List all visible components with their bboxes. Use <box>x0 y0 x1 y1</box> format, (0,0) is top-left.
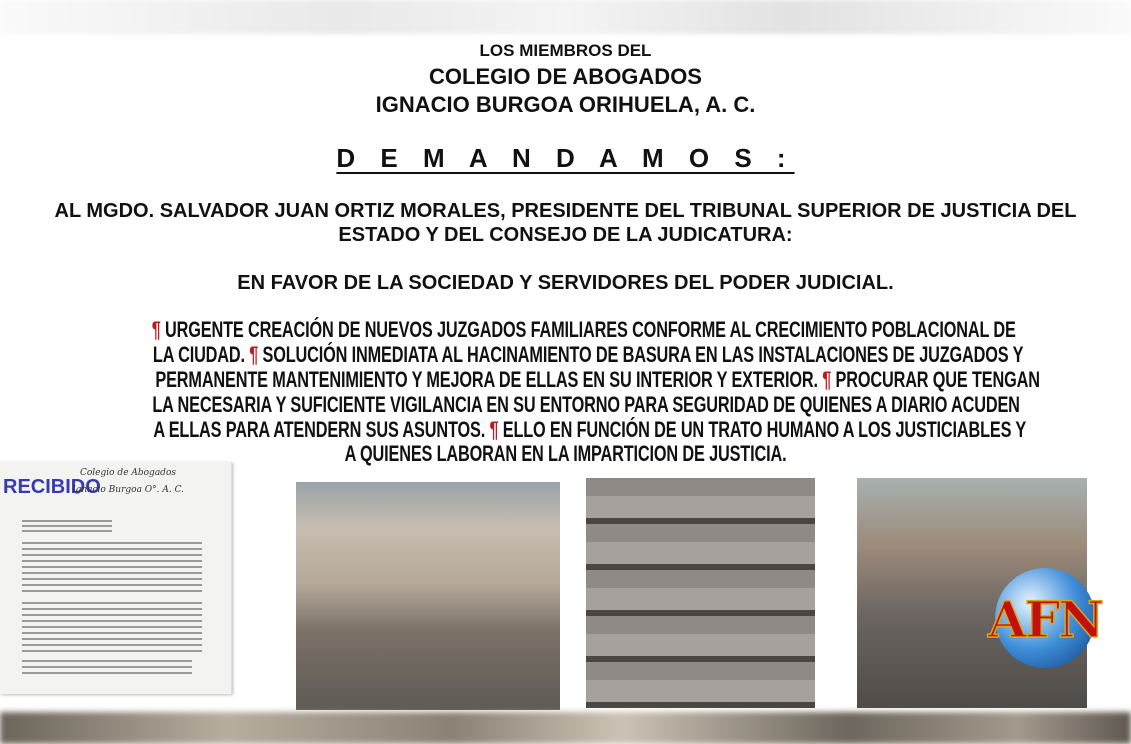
letter-text-line <box>22 660 192 662</box>
letter-text-line <box>22 626 202 628</box>
letter-text-line <box>22 525 112 527</box>
demand-line <box>0 392 1131 416</box>
letter-text-line <box>22 530 112 532</box>
demand-text: SOLUCIÓN INMEDIATA AL HACINAMIENTO DE BASURA EN LAS INSTALACIONES DE JUZGADOS Y <box>262 342 1024 367</box>
addressee-line-1: AL MGDO. SALVADOR JUAN ORTIZ MORALES, PRESIDENTE DEL TRIBUNAL SUPERIOR DE JUSTICIA DEL <box>54 200 1077 222</box>
letter-text-line <box>22 602 202 604</box>
letter-text-line <box>22 672 192 674</box>
letter-text-line <box>22 644 202 646</box>
favor-line: EN FAVOR DE LA SOCIEDAD Y SERVIDORES DEL PODER JUDICIAL. <box>237 272 894 294</box>
letter-text-line <box>22 548 202 550</box>
pilcrow-mark: ¶ <box>249 342 263 367</box>
header-line-1: LOS MIEMBROS DEL <box>479 41 652 60</box>
demand-text: URGENTE CREACIÓN DE NUEVOS JUZGADOS FAMILIARES CONFORME AL CRECIMIENTO POBLACIONAL DE <box>165 317 1016 342</box>
demand-line <box>0 367 1131 391</box>
letter-text-line <box>22 572 202 574</box>
demand-text: PROCURAR QUE TENGAN <box>835 367 1040 392</box>
header-line-3: IGNACIO BURGOA ORIHUELA, A. C. <box>375 92 756 117</box>
demand-text: ELLO EN FUNCIÓN DE UN TRATO HUMANO A LOS JUSTICIABLES Y <box>502 417 1027 442</box>
letter-text-line <box>22 560 202 562</box>
letter-text-line <box>22 590 202 592</box>
letter-text-line <box>22 584 202 586</box>
letter-text-line <box>22 608 202 610</box>
letter-text-line <box>22 638 202 640</box>
demand-text: A QUIENES LABORAN EN LA IMPARTICION DE JUSTICIA. <box>344 441 787 466</box>
letter-text-line <box>22 666 192 668</box>
header-line-2: COLEGIO DE ABOGADOS <box>429 64 702 89</box>
photo-damaged-steps <box>586 478 815 708</box>
blurred-bottom-strip <box>0 712 1131 744</box>
letter-text-line <box>22 632 202 634</box>
letter-text-line <box>22 520 112 522</box>
letter-text-line <box>22 614 202 616</box>
letter-text-line <box>22 620 202 622</box>
demand-line <box>0 317 1131 341</box>
letter-text-line <box>22 542 202 544</box>
demand-text: PERMANENTE MANTENIMIENTO Y MEJORA DE ELLAS EN SU INTERIOR Y EXTERIOR. <box>155 367 823 392</box>
pilcrow-mark: ¶ <box>151 317 166 342</box>
pilcrow-mark: ¶ <box>822 367 836 392</box>
received-stamp: RECIBIDO <box>3 476 101 498</box>
photo-trash-wall <box>296 482 560 710</box>
demand-text: LA CIUDAD. <box>152 342 250 367</box>
letter-header-1: Colegio de Abogados <box>80 468 176 478</box>
afn-logo <box>970 568 1120 678</box>
demand-line <box>0 342 1131 366</box>
demand-line <box>0 417 1131 441</box>
blurred-top-strip <box>0 0 1131 34</box>
pilcrow-mark: ¶ <box>489 417 503 442</box>
letter-text-line <box>22 566 202 568</box>
addressee-line-2: ESTADO Y DEL CONSEJO DE LA JUDICATURA: <box>338 224 793 246</box>
letter-text-line <box>22 650 202 652</box>
afn-logo-text: AFN <box>988 590 1102 649</box>
letter-text-line <box>22 554 202 556</box>
demand-title: D E M A N D A M O S : <box>336 143 795 173</box>
letter-text-line <box>22 578 202 580</box>
letter-document-image <box>0 462 232 694</box>
letter-header-2: Ignacio Burgoa O°. A. C. <box>72 485 185 495</box>
demand-text: A ELLAS PARA ATENDERN SUS ASUNTOS. <box>153 417 490 442</box>
demand-text: LA NECESARIA Y SUFICIENTE VIGILANCIA EN SU ENTORNO PARA SEGURIDAD DE QUIENES A DIARIO ACUDEN <box>152 392 1020 417</box>
